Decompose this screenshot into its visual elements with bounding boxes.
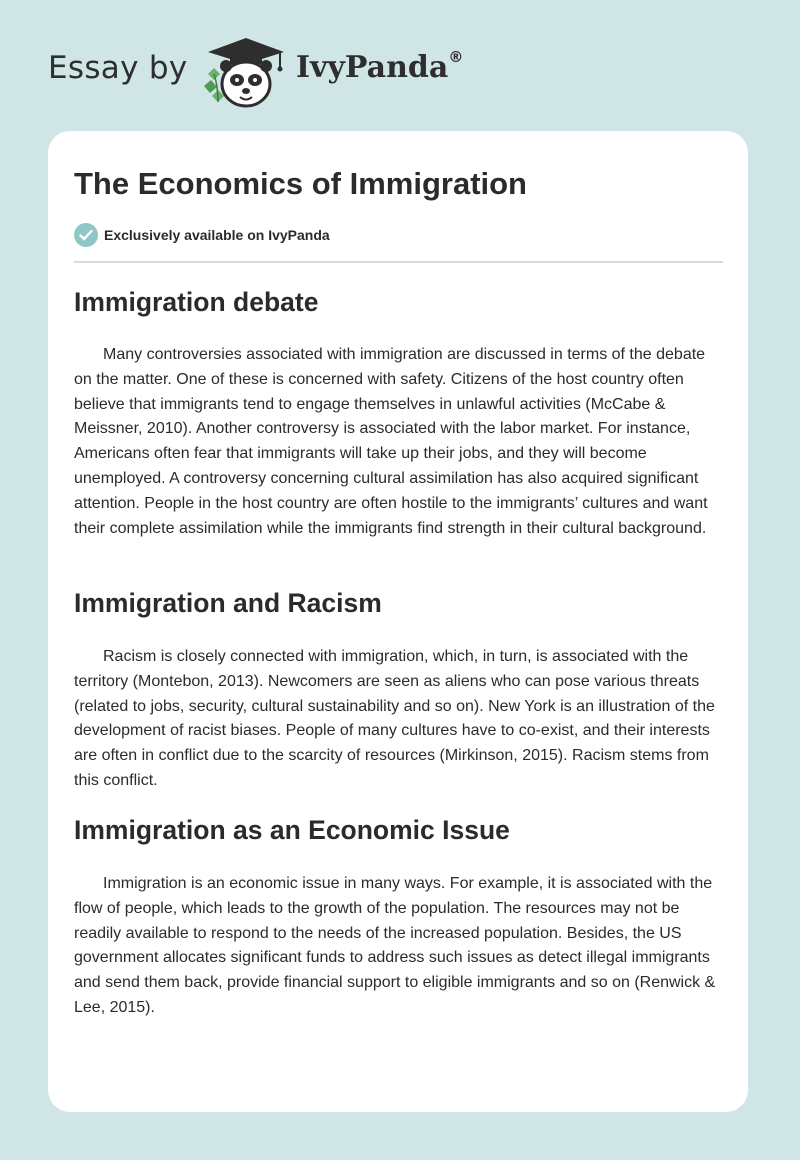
essay-by-label: Essay by <box>48 50 188 86</box>
section-heading: Immigration and Racism <box>74 588 382 618</box>
essay-card <box>48 131 748 1112</box>
page-title: The Economics of Immigration <box>74 166 527 201</box>
section-paragraph: Immigration is an economic issue in many ways. For example, it is associated with the flow of people, which leads to the growth of the population. The resources may not be readily available to respond to the needs of the increased population. Besides, the US government allocates significant funds to address such issues as detect illegal immigrants and send them back, provide financial support to eligible immigrants and so on (Renwick & Lee, 2015). <box>74 875 716 1016</box>
divider <box>74 261 723 263</box>
badge-label: Exclusively available on IvyPanda <box>104 227 330 243</box>
section-paragraph: Many controversies associated with immigration are discussed in terms of the debate on the matter. One of these is concerned with safety. Citizens of the host country often believe that immigrants tend to engage themselves in unlawful activities (McCabe & Meissner, 2010). Another controversy is associated with the labor market. For instance, Americans often fear that immigrants will take up their jobs, and they will become unemployed. A controversy concerning cultural assimilation has also acquired significant attention. People in the host country are often hostile to the immigrants’ cultures and want their complete assimilation while the immigrants find strength in their cultural background. <box>74 346 708 537</box>
registered-mark: ® <box>448 48 464 66</box>
section-paragraph: Racism is closely connected with immigration, which, in turn, is associated with the territory (Montebon, 2013). Newcomers are seen as aliens who can pose various threats (related to jobs, security, cultural sustainability and so on). New York is an illustration of the development of racist biases. People of many cultures have to co-exist, and their interests are often in conflict due to the scarcity of resources (Mirkinson, 2015). Racism stems from this conflict. <box>74 648 715 789</box>
brand-text: IvyPanda <box>296 50 449 85</box>
site-header <box>0 0 800 130</box>
section-heading: Immigration as an Economic Issue <box>74 815 510 845</box>
ivypanda-logo-icon[interactable] <box>200 34 290 110</box>
brand-name[interactable] <box>296 50 463 85</box>
check-circle-icon <box>74 223 98 247</box>
section-heading: Immigration debate <box>74 287 319 317</box>
exclusive-badge <box>74 222 330 248</box>
